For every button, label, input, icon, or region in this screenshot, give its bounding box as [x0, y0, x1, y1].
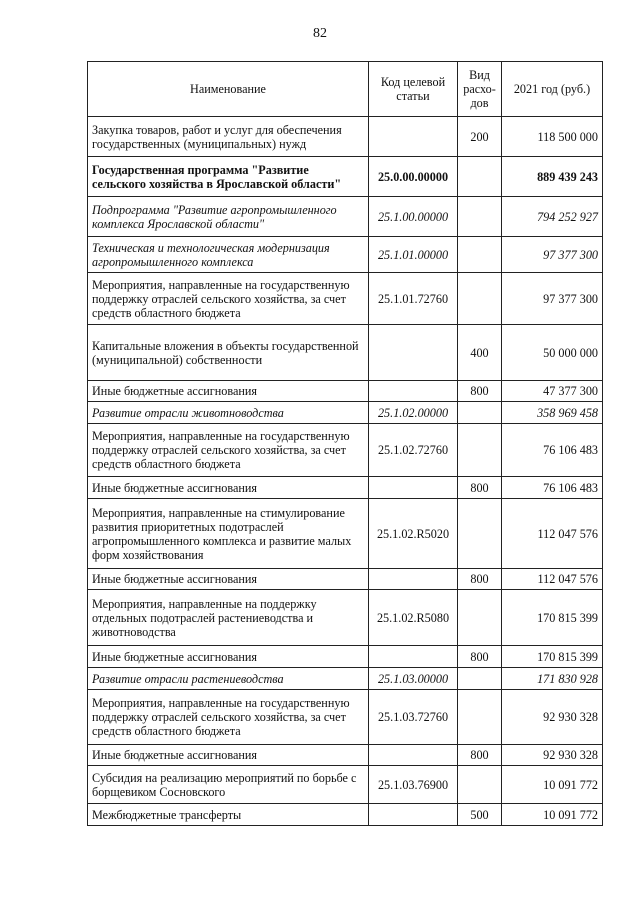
cell-amount: 112 047 576 [502, 569, 603, 590]
cell-type: 800 [458, 477, 502, 499]
cell-type [458, 402, 502, 424]
cell-amount: 97 377 300 [502, 273, 603, 325]
cell-type [458, 273, 502, 325]
cell-type: 800 [458, 569, 502, 590]
cell-type: 200 [458, 117, 502, 157]
cell-type [458, 424, 502, 477]
cell-code [369, 117, 458, 157]
table-row [88, 745, 603, 766]
header-type: Вид расхо-дов [458, 62, 502, 117]
cell-name: Субсидия на реализацию мероприятий по борьбе с борщевиком Сосновского [88, 766, 369, 804]
budget-table [87, 61, 603, 826]
header-amount: 2021 год (руб.) [502, 62, 603, 117]
cell-name: Государственная программа "Развитие сельского хозяйства в Ярославской области" [88, 157, 369, 197]
table-row [88, 237, 603, 273]
header-name: Наименование [88, 62, 369, 117]
table-body [88, 117, 603, 826]
cell-code: 25.1.02.00000 [369, 402, 458, 424]
cell-amount: 92 930 328 [502, 745, 603, 766]
table-row [88, 273, 603, 325]
cell-amount: 170 815 399 [502, 646, 603, 668]
table-row [88, 690, 603, 745]
cell-name: Иные бюджетные ассигнования [88, 745, 369, 766]
cell-amount: 97 377 300 [502, 237, 603, 273]
table-row [88, 646, 603, 668]
table-row [88, 569, 603, 590]
table-row [88, 668, 603, 690]
cell-type: 400 [458, 325, 502, 381]
cell-code: 25.1.03.76900 [369, 766, 458, 804]
cell-code [369, 381, 458, 402]
cell-amount: 170 815 399 [502, 590, 603, 646]
cell-code: 25.1.01.72760 [369, 273, 458, 325]
cell-type [458, 499, 502, 569]
table-row [88, 157, 603, 197]
table-row [88, 117, 603, 157]
cell-code [369, 569, 458, 590]
table-row [88, 766, 603, 804]
cell-code: 25.1.03.72760 [369, 690, 458, 745]
cell-type: 800 [458, 646, 502, 668]
cell-name: Иные бюджетные ассигнования [88, 646, 369, 668]
cell-code [369, 804, 458, 826]
cell-amount: 358 969 458 [502, 402, 603, 424]
cell-type [458, 237, 502, 273]
cell-amount: 92 930 328 [502, 690, 603, 745]
page-number: 82 [313, 26, 327, 41]
cell-name: Иные бюджетные ассигнования [88, 381, 369, 402]
cell-code: 25.1.00.00000 [369, 197, 458, 237]
cell-type [458, 157, 502, 197]
table-row [88, 590, 603, 646]
cell-amount: 889 439 243 [502, 157, 603, 197]
cell-name: Мероприятия, направленные на государственную поддержку отраслей сельского хозяйства, за счет средств областного бюджета [88, 424, 369, 477]
cell-amount: 112 047 576 [502, 499, 603, 569]
cell-code [369, 646, 458, 668]
cell-name: Капитальные вложения в объекты государственной (муниципальной) собственности [88, 325, 369, 381]
cell-amount: 50 000 000 [502, 325, 603, 381]
cell-code [369, 745, 458, 766]
cell-name: Межбюджетные трансферты [88, 804, 369, 826]
cell-name: Развитие отрасли животноводства [88, 402, 369, 424]
cell-type [458, 197, 502, 237]
cell-name: Закупка товаров, работ и услуг для обеспечения государственных (муниципальных) нужд [88, 117, 369, 157]
cell-name: Мероприятия, направленные на государственную поддержку отраслей сельского хозяйства, за счет средств областного бюджета [88, 273, 369, 325]
cell-code: 25.1.01.00000 [369, 237, 458, 273]
cell-name: Мероприятия, направленные на государственную поддержку отраслей сельского хозяйства, за счет средств областного бюджета [88, 690, 369, 745]
cell-name: Мероприятия, направленные на стимулирование развития приоритетных подотраслей агропромышленного комплекса и развитие малых форм хозяйствования [88, 499, 369, 569]
cell-amount: 10 091 772 [502, 766, 603, 804]
table-row [88, 477, 603, 499]
cell-name: Развитие отрасли растениеводства [88, 668, 369, 690]
cell-code: 25.1.03.00000 [369, 668, 458, 690]
cell-type [458, 690, 502, 745]
table-row [88, 381, 603, 402]
cell-name: Иные бюджетные ассигнования [88, 477, 369, 499]
cell-amount: 171 830 928 [502, 668, 603, 690]
cell-name: Иные бюджетные ассигнования [88, 569, 369, 590]
cell-type: 800 [458, 745, 502, 766]
cell-amount: 76 106 483 [502, 477, 603, 499]
cell-amount: 794 252 927 [502, 197, 603, 237]
table-row [88, 197, 603, 237]
cell-type [458, 590, 502, 646]
cell-type: 500 [458, 804, 502, 826]
cell-type: 800 [458, 381, 502, 402]
cell-name: Подпрограмма "Развитие агропромышленного комплекса Ярославской области" [88, 197, 369, 237]
cell-code [369, 477, 458, 499]
cell-amount: 118 500 000 [502, 117, 603, 157]
cell-code: 25.1.02.72760 [369, 424, 458, 477]
cell-amount: 10 091 772 [502, 804, 603, 826]
cell-code: 25.1.02.R5080 [369, 590, 458, 646]
cell-type [458, 668, 502, 690]
cell-type [458, 766, 502, 804]
cell-amount: 47 377 300 [502, 381, 603, 402]
cell-code [369, 325, 458, 381]
table-row [88, 804, 603, 826]
header-code: Код целевой статьи [369, 62, 458, 117]
cell-code: 25.1.02.R5020 [369, 499, 458, 569]
table-row [88, 325, 603, 381]
cell-name: Техническая и технологическая модернизация агропромышленного комплекса [88, 237, 369, 273]
cell-code: 25.0.00.00000 [369, 157, 458, 197]
table-row [88, 424, 603, 477]
table-row [88, 499, 603, 569]
table-row [88, 402, 603, 424]
table-header-row [88, 62, 603, 117]
cell-name: Мероприятия, направленные на поддержку отдельных подотраслей растениеводства и животноводства [88, 590, 369, 646]
cell-amount: 76 106 483 [502, 424, 603, 477]
